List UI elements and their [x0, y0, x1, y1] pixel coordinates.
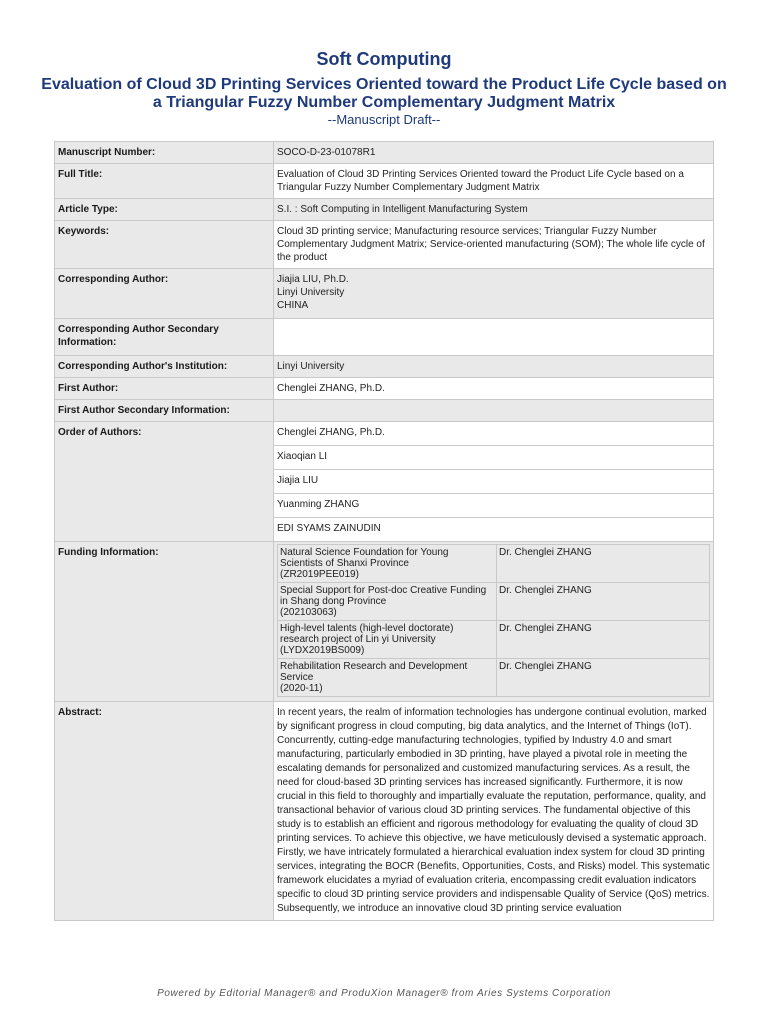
row-abstract [55, 702, 714, 921]
funding-recipient: Dr. Chenglei ZHANG [497, 621, 710, 659]
value-manuscript-number: SOCO-D-23-01078R1 [274, 142, 714, 164]
row-manuscript-number [55, 142, 714, 164]
row-first-author-secondary [55, 400, 714, 422]
label-full-title: Full Title: [55, 164, 274, 199]
label-funding: Funding Information: [55, 542, 274, 702]
label-article-type: Article Type: [55, 199, 274, 221]
row-full-title [55, 164, 714, 199]
label-corresponding-author-secondary: Corresponding Author Secondary Information: [55, 319, 274, 356]
author-item: Yuanming ZHANG [274, 494, 714, 518]
value-first-author-secondary [274, 400, 714, 422]
row-corresponding-institution [55, 356, 714, 378]
row-article-type [55, 199, 714, 221]
draft-label: --Manuscript Draft-- [327, 112, 441, 127]
label-order-of-authors: Order of Authors: [55, 422, 274, 542]
value-corresponding-author [274, 269, 714, 319]
journal-name: Soft Computing [316, 49, 452, 69]
label-keywords: Keywords: [55, 221, 274, 269]
author-item: Jiajia LIU [274, 470, 714, 494]
funding-recipient: Dr. Chenglei ZHANG [497, 659, 710, 697]
document-header [0, 48, 768, 127]
author-item: Chenglei ZHANG, Ph.D. [274, 422, 714, 446]
row-corresponding-author-secondary [55, 319, 714, 356]
corresponding-author-name: Jiajia LIU, Ph.D. [277, 274, 349, 285]
funding-row [278, 621, 710, 659]
funding-row [278, 545, 710, 583]
value-keywords: Cloud 3D printing service; Manufacturing resource services; Triangular Fuzzy Number Complementary Judgment Matrix; Service-oriented manufacturing (SOM); The whole life cycle of the product [274, 221, 714, 269]
label-manuscript-number: Manuscript Number: [55, 142, 274, 164]
row-corresponding-author [55, 269, 714, 319]
value-corresponding-institution: Linyi University [274, 356, 714, 378]
manuscript-title: Evaluation of Cloud 3D Printing Services Oriented toward the Product Life Cycle based on a Triangular Fuzzy Number Complementary Judgment Matrix [41, 76, 727, 111]
author-item: Xiaoqian LI [274, 446, 714, 470]
funding-agency: Rehabilitation Research and Development Service (2020-11) [278, 659, 497, 697]
row-first-author [55, 378, 714, 400]
label-corresponding-institution: Corresponding Author's Institution: [55, 356, 274, 378]
value-abstract: In recent years, the realm of information technologies has undergone continual evolution, marked by significant progress in cloud computing, big data analytics, and the Internet of Things (IoT). Concurrently, cutting-edge manufacturing technologies, typified by Industry 4.0 and smart manufacturing, particularly embodied in 3D printing, have played a pivotal role in meeting the escalating demands for personalized and customized manufacturing services. As a result, the need for cloud-based 3D printing services has increased significantly. Furthermore, it is now crucial in this field to thoroughly and impartially evaluate the reputation, performance, quality, and transactional behavior of various cloud 3D printing services. The fundamental objective of this study is to establish an efficient and rigorous methodology for evaluating the quality of cloud 3D printing services. To achieve this objective, we have meticulously devised a systematic approach. Firstly, we have intricately formulated a hierarchical evaluation index system for cloud 3D printing services, integrating the BOCR (Benefits, Opportunities, Costs, and Risks) model. This systematic framework elucidates a myriad of evaluation criteria, encompassing credit evaluation indicators specific to cloud 3D printing service providers and indispensable Quality of Service (QoS) metrics. Subsequently, we introduce an innovative cloud 3D printing service evaluation [274, 702, 714, 921]
corresponding-author-university: Linyi University [277, 287, 345, 298]
row-order-of-authors-1 [55, 422, 714, 446]
author-item: EDI SYAMS ZAINUDIN [274, 518, 714, 542]
manuscript-info-table [54, 141, 714, 921]
row-keywords [55, 221, 714, 269]
value-funding [274, 542, 714, 702]
footer-credit: Powered by Editorial Manager® and ProduXion Manager® from Aries Systems Corporation [157, 988, 611, 999]
funding-recipient: Dr. Chenglei ZHANG [497, 545, 710, 583]
label-first-author: First Author: [55, 378, 274, 400]
label-first-author-secondary: First Author Secondary Information: [55, 400, 274, 422]
funding-table [277, 544, 710, 697]
label-abstract: Abstract: [55, 702, 274, 921]
label-corresponding-author: Corresponding Author: [55, 269, 274, 319]
funding-agency: Natural Science Foundation for Young Scientists of Shanxi Province (ZR2019PEE019) [278, 545, 497, 583]
funding-agency: High-level talents (high-level doctorate) research project of Lin yi University (LYDX2019BS009) [278, 621, 497, 659]
value-corresponding-author-secondary [274, 319, 714, 356]
funding-row [278, 583, 710, 621]
corresponding-author-country: CHINA [277, 300, 309, 311]
funding-row [278, 659, 710, 697]
row-funding [55, 542, 714, 702]
funding-agency: Special Support for Post-doc Creative Funding in Shang dong Province (202103063) [278, 583, 497, 621]
value-article-type: S.I. : Soft Computing in Intelligent Manufacturing System [274, 199, 714, 221]
value-first-author: Chenglei ZHANG, Ph.D. [274, 378, 714, 400]
funding-recipient: Dr. Chenglei ZHANG [497, 583, 710, 621]
value-full-title: Evaluation of Cloud 3D Printing Services Oriented toward the Product Life Cycle based on a Triangular Fuzzy Number Complementary Judgment Matrix [274, 164, 714, 199]
